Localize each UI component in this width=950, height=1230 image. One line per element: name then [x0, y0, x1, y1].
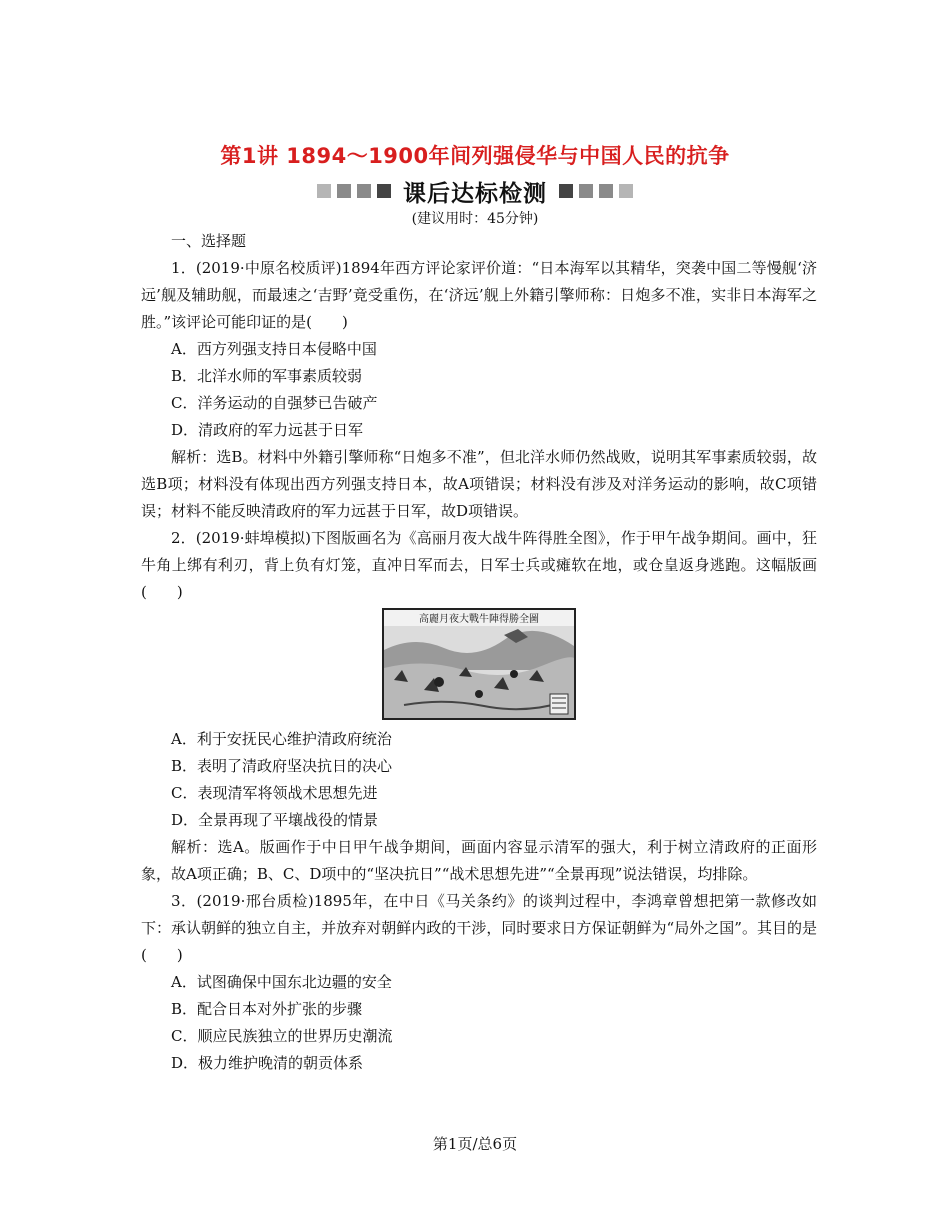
question-stem: 2．(2019·蚌埠模拟)下图版画名为《高丽月夜大战牛阵得胜全图》，作于甲午战争期间。画中，狂牛角上绑有利刃，背上负有灯笼，直冲日军而去，日军士兵或瘫软在地，或仓皇返身逃跑。这幅版画( ) — [141, 529, 817, 601]
square-icon — [317, 184, 331, 198]
question-stem: 1．(2019·中原名校质评)1894年西方评论家评价道：“日本海军以其精华，突袭中国二等慢舰‘济远’舰及辅助舰，而最速之‘吉野’竟受重伤，在‘济远’舰上外籍引擎师称：日炮多不准，实非日本海军之胜。”该评论可能印证的是( ) — [141, 259, 817, 331]
option-a: A．西方列强支持日本侵略中国 — [171, 340, 377, 358]
square-icon — [599, 184, 613, 198]
banner-right-squares — [559, 184, 633, 198]
option-a: A．试图确保中国东北边疆的安全 — [171, 973, 392, 991]
figure-caption: 高麗月夜大戰牛陣得勝全圖 — [419, 614, 539, 625]
option-d: D．全景再现了平壤战役的情景 — [171, 811, 379, 829]
option-d: D．极力维护晚清的朝贡体系 — [171, 1054, 364, 1072]
question-stem: 3．(2019·邢台质检)1895年，在中日《马关条约》的谈判过程中，李鸿章曾想把第一款修改如下：承认朝鲜的独立自主，并放弃对朝鲜内政的干涉，同时要求日方保证朝鲜为“局外之国”。其目的是( ) — [141, 892, 817, 964]
option-c: C．顺应民族独立的世界历史潮流 — [171, 1027, 393, 1045]
analysis: 解析：选A。版画作于中日甲午战争期间，画面内容显示清军的强大，利于树立清政府的正面形象，故A项正确；B、C、D项中的“坚决抗日”“战术思想先进”“全景再现”说法错误，均排除。 — [141, 838, 817, 883]
banner-title: 课后达标检测 — [403, 180, 547, 207]
option-b: B．表明了清政府坚决抗日的决心 — [171, 757, 393, 775]
page-number: 第1页/总6页 — [432, 1135, 518, 1153]
option-c: C．表现清军将领战术思想先进 — [171, 784, 378, 802]
square-icon — [357, 184, 371, 198]
option-b: B．北洋水师的军事素质较弱 — [171, 367, 363, 385]
woodblock-print-image — [382, 608, 576, 720]
section-banner — [0, 176, 950, 206]
option-d: D．清政府的军力远甚于日军 — [171, 421, 364, 439]
option-b: B．配合日本对外扩张的步骤 — [171, 1000, 363, 1018]
square-icon — [619, 184, 633, 198]
square-icon — [377, 184, 391, 198]
section-heading: 一、选择题 — [171, 232, 247, 250]
question-body — [141, 228, 817, 1077]
square-icon — [559, 184, 573, 198]
banner-left-squares — [317, 184, 391, 198]
analysis: 解析：选B。材料中外籍引擎师称“日炮多不准”，但北洋水师仍然战败，说明其军事素质较弱，故选B项；材料没有体现出西方列强支持日本，故A项错误；材料没有涉及对洋务运动的影响，故C项错误；材料不能反映清政府的军力远甚于日军，故D项错误。 — [141, 448, 817, 520]
suggested-time: (建议用时：45分钟) — [411, 211, 539, 227]
figure-container — [141, 608, 817, 720]
option-c: C．洋务运动的自强梦已告破产 — [171, 394, 378, 412]
print-illustration — [384, 610, 574, 718]
square-icon — [579, 184, 593, 198]
page-title: 第1讲 1894～1900年间列强侵华与中国人民的抗争 — [220, 144, 730, 168]
square-icon — [337, 184, 351, 198]
option-a: A．利于安抚民心维护清政府统治 — [171, 730, 392, 748]
